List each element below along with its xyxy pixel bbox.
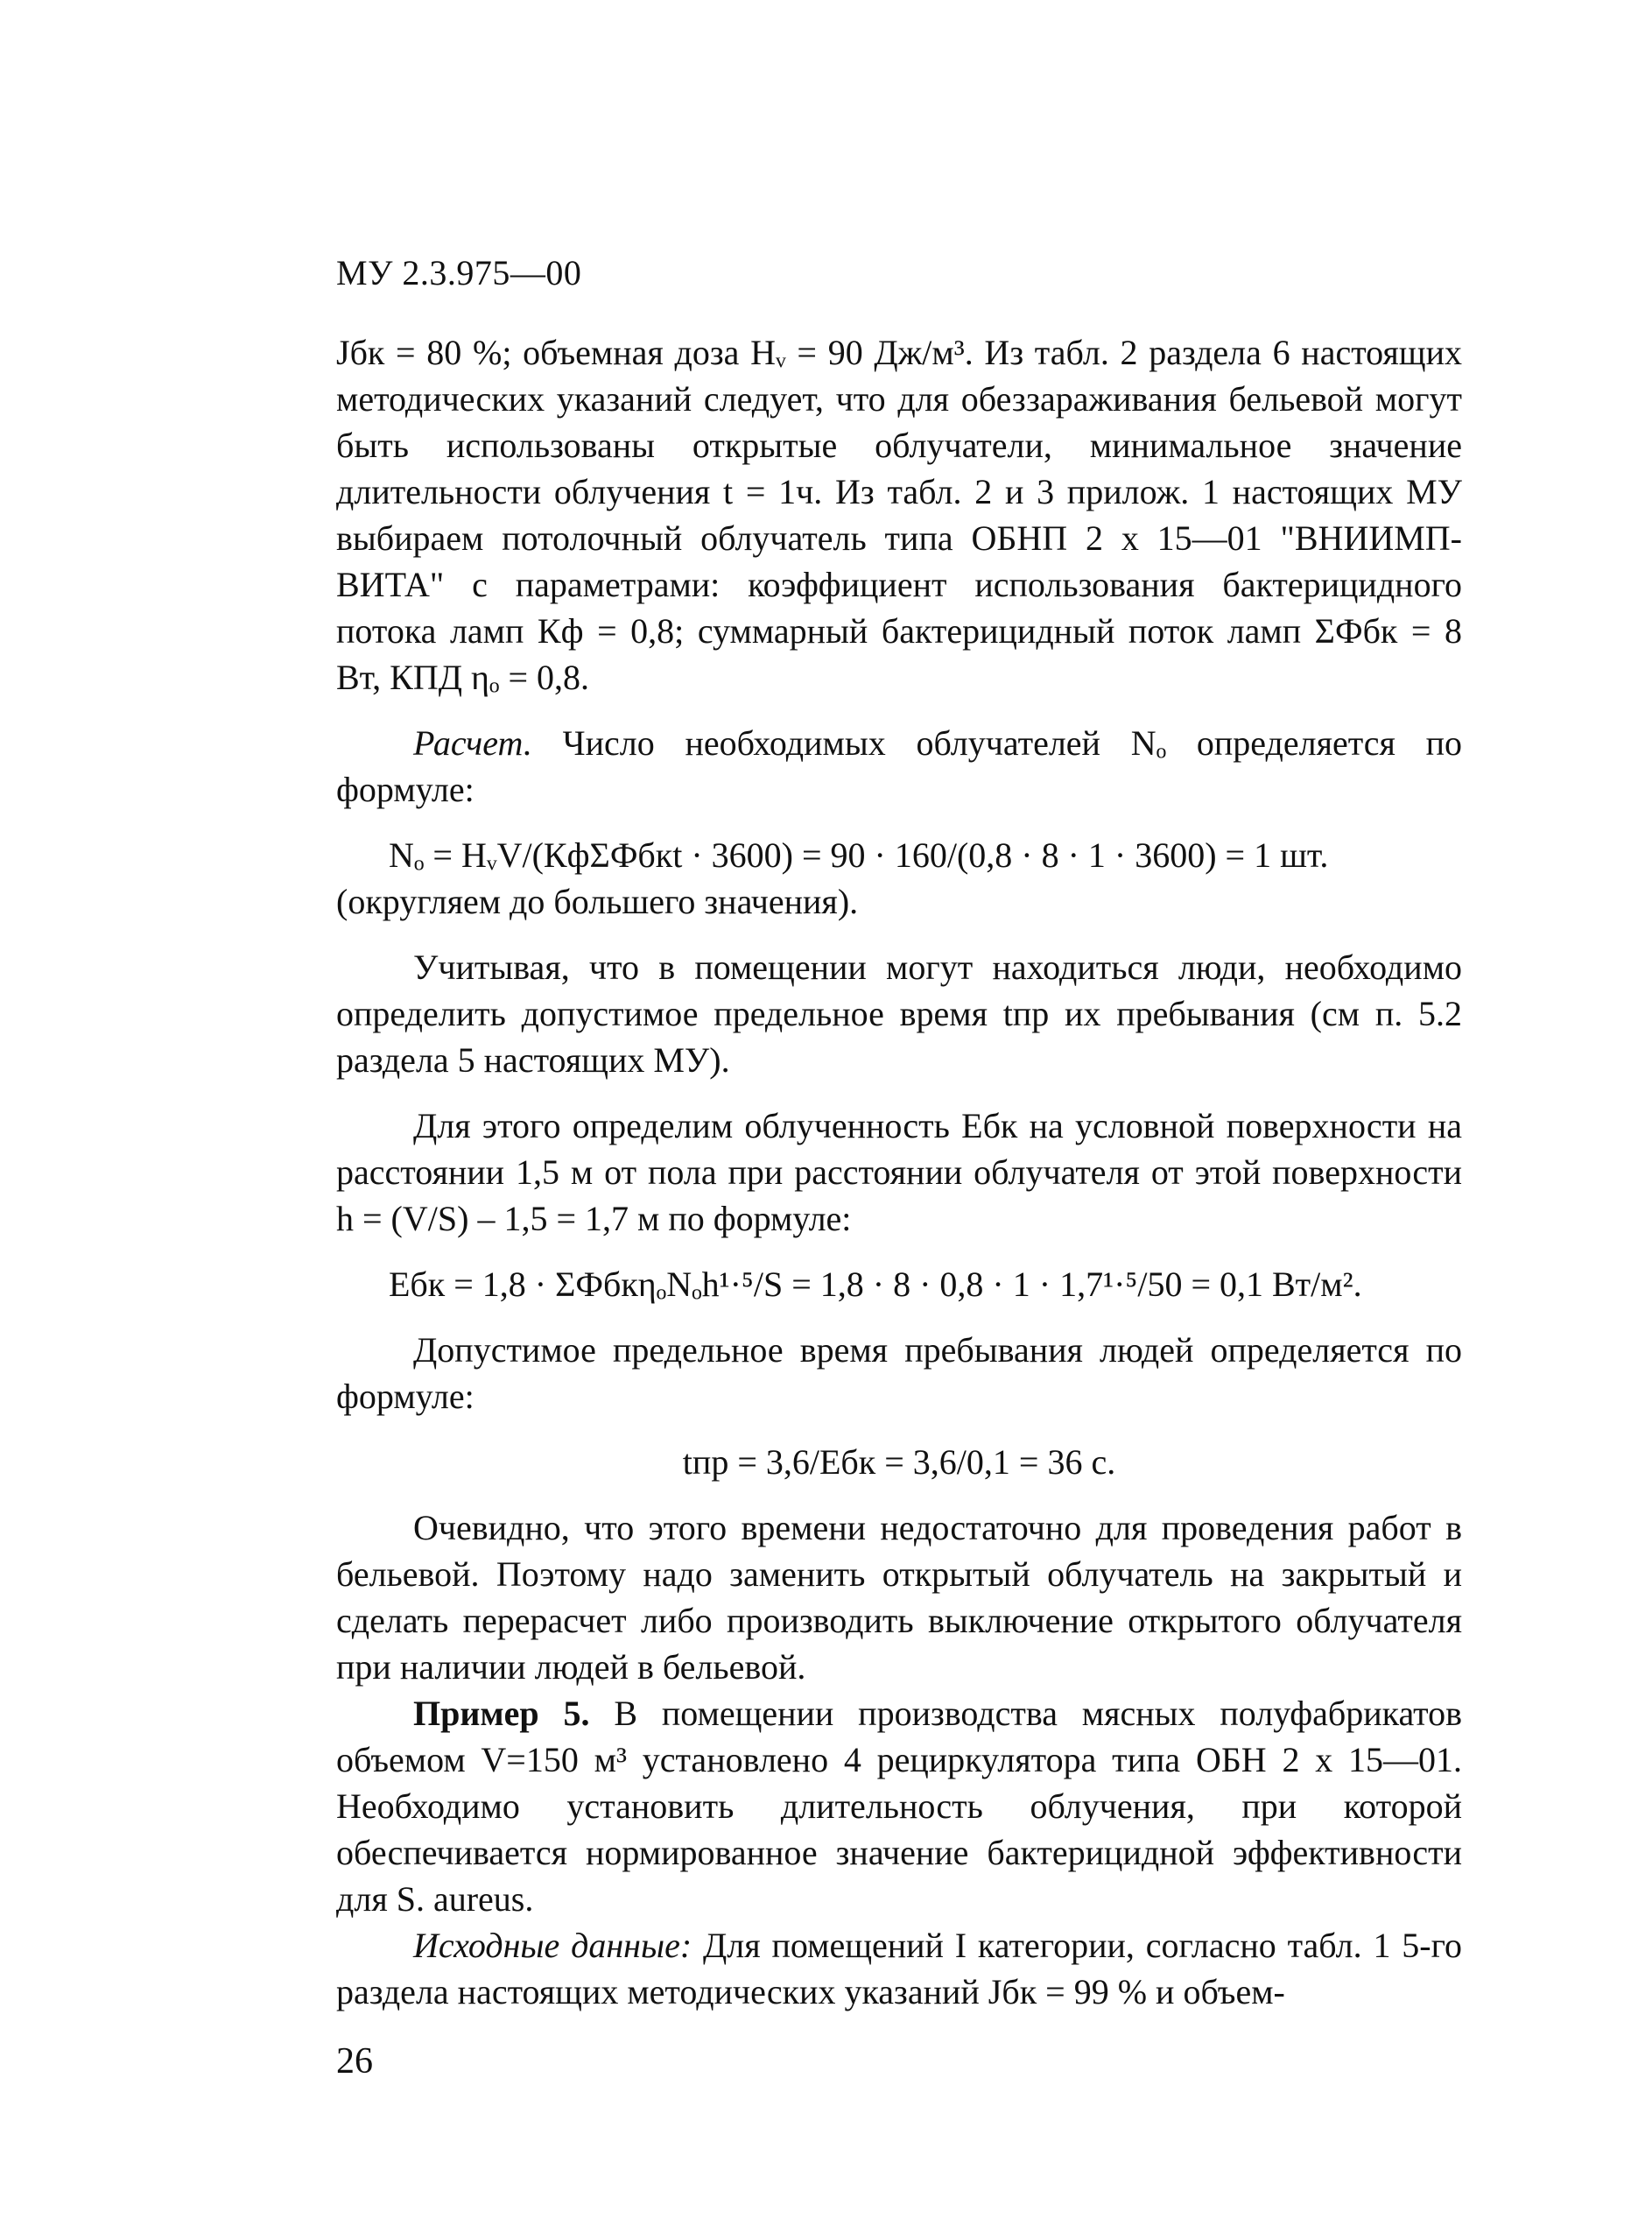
formula-ebk: Eбк = 1,8 · ΣФбкηₒNₒh¹·⁵/S = 1,8 · 8 · 0,8 · 1 · 1,7¹·⁵/50 = 0,1 Вт/м². [389, 1264, 1362, 1304]
paragraph-raschet [336, 720, 1462, 813]
page-number: 26 [336, 2041, 373, 2082]
paragraph-ishodnye [336, 1922, 1462, 2015]
label-ishodnye: Исходные данные: [413, 1926, 692, 1965]
paragraph-9-text: В помещении производства мясных полуфабрикатов объемом V=150 м³ установлено 4 рециркулятора типа ОБН 2 х 15—01. Необходимо установить длительность облучения, при которой обеспечивается нормированное значение бактерицидной эффективности для S. aureus. [336, 1694, 1463, 1919]
paragraph-10-text: Для помещений I категории, согласно табл. 1 5-го раздела настоящих методических указаний Jбк = 99 % и объем- [336, 1926, 1463, 2011]
paragraph-5: Для этого определим облученность Eбк на условной поверхности на расстоянии 1,5 м от пола при расстоянии облучателя от этой поверхности h = (V/S) – 1,5 = 1,7 м по формуле: [336, 1106, 1462, 1238]
paragraph-2-text: Число необходимых облучателей Nₒ определяется по формуле: [336, 723, 1462, 809]
paragraph-4: Учитывая, что в помещении могут находиться люди, необходимо определить допустимое предельное время tпр их пребывания (см п. 5.2 раздела 5 настоящих МУ). [336, 947, 1462, 1080]
paragraph-8: Очевидно, что этого времени недостаточно для проведения работ в бельевой. Поэтому надо заменить открытый облучатель на закрытый и сделать перерасчет либо производить выключение открытого облучателя при наличии людей в бельевой. [336, 1508, 1462, 1687]
formula-tpr: tпр = 3,6/Eбк = 3,6/0,1 = 36 с. [682, 1442, 1116, 1482]
paragraph-6: Допустимое предельное время пребывания людей определяется по формуле: [336, 1330, 1462, 1416]
formula-no: Nₒ = HᵥV/(КфΣФбкt · 3600) = 90 · 160/(0,8 · 8 · 1 · 3600) = 1 шт. (округляем до большего значения). [336, 835, 1329, 921]
document-header: МУ 2.3.975—00 [336, 253, 582, 292]
label-primer: Пример 5. [413, 1694, 590, 1733]
paragraph-primer [336, 1690, 1462, 1922]
document-body [336, 329, 1462, 2015]
label-raschet: Расчет. [413, 723, 532, 763]
paragraph-1: Jбк = 80 %; объемная доза Hᵥ = 90 Дж/м³. Из табл. 2 раздела 6 настоящих методических указаний следует, что для обеззараживания бельевой могут быть использованы открытые облучатели, минимальное значение длительности облучения t = 1ч. Из табл. 2 и 3 прилож. 1 настоящих МУ выбираем потолочный облучатель типа ОБНП 2 х 15—01 "ВНИИМП-ВИТА" с параметрами: коэффициент использования бактерицидного потока ламп Кф = 0,8; суммарный бактерицидный поток ламп ΣФбк = 8 Вт, КПД ηₒ = 0,8. [336, 333, 1462, 697]
